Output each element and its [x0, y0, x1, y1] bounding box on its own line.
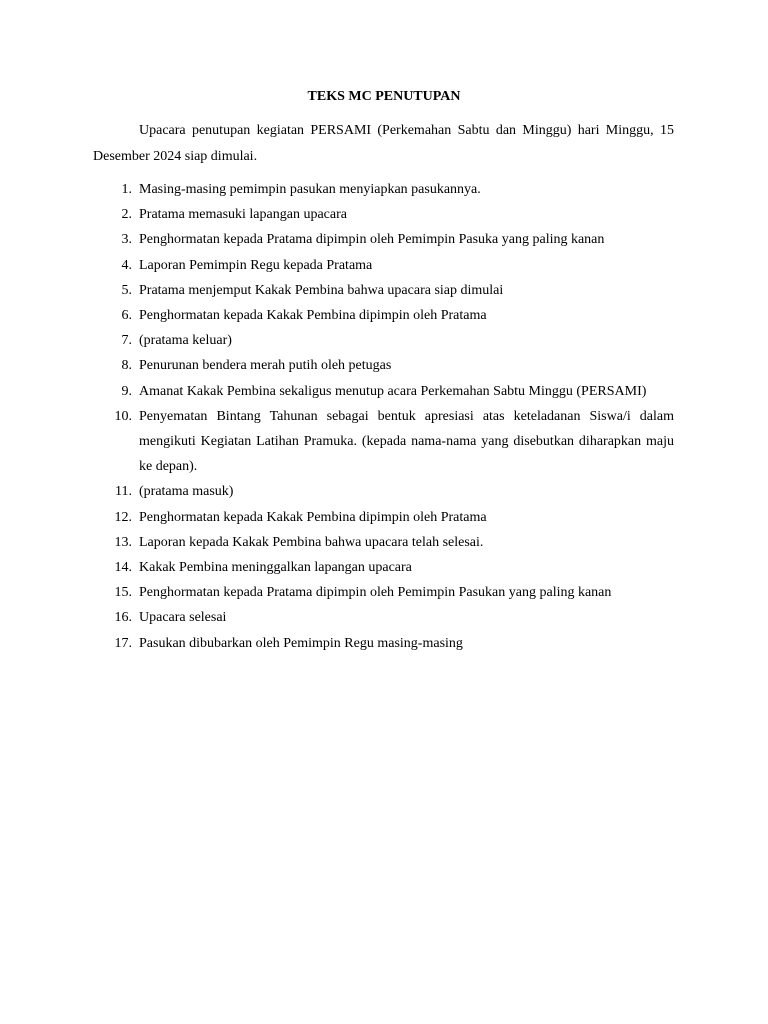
step-number: 8.: [121, 358, 132, 374]
step-text: Pasukan dibubarkan oleh Pemimpin Regu masing-masing: [139, 635, 463, 651]
step-text: Kakak Pembina meninggalkan lapangan upacara: [139, 560, 412, 576]
step-text: (pratama keluar): [139, 333, 232, 349]
step-text: Laporan Pemimpin Regu kepada Pratama: [139, 257, 373, 273]
step-number: 14.: [114, 560, 132, 576]
step-number: 17.: [114, 635, 132, 651]
step-number: 10.: [114, 408, 132, 424]
list-item: [93, 353, 674, 378]
step-text: Pratama memasuki lapangan upacara: [139, 207, 347, 223]
step-text: Pratama menjemput Kakak Pembina bahwa upacara siap dimulai: [139, 282, 504, 298]
list-item: [93, 303, 674, 328]
step-text: Penurunan bendera merah putih oleh petugas: [139, 358, 392, 374]
step-text: Penghormatan kepada Kakak Pembina dipimpin oleh Pratama: [139, 509, 487, 525]
step-number: 15.: [114, 585, 132, 601]
step-number: 13.: [114, 534, 132, 550]
step-text: Penghormatan kepada Pratama dipimpin oleh Pemimpin Pasuka yang paling kanan: [139, 232, 605, 248]
document-title: TEKS MC PENUTUPAN: [307, 89, 461, 104]
step-text: Masing-masing pemimpin pasukan menyiapkan pasukannya.: [139, 182, 481, 197]
step-text: (pratama masuk): [139, 484, 234, 500]
list-item: [93, 580, 674, 605]
list-item: [93, 479, 674, 504]
list-item: [93, 278, 674, 303]
list-item: [93, 202, 674, 227]
list-item: [93, 227, 674, 252]
step-number: 7.: [121, 333, 132, 349]
list-item: [93, 379, 674, 404]
step-text: Penyematan Bintang Tahunan sebagai bentuk apresiasi atas keteladanan Siswa/i dalam mengikuti Kegiatan Latihan Pramuka. (kepada nama-nama yang disebutkan diharapkan maju ke depan).: [139, 408, 674, 475]
step-number: 3.: [121, 232, 132, 248]
list-item: [93, 404, 674, 480]
step-number: 1.: [121, 182, 132, 197]
step-text: Upacara selesai: [139, 610, 227, 626]
list-item: [93, 505, 674, 530]
step-number: 9.: [121, 383, 132, 399]
list-item: [93, 328, 674, 353]
step-text: Amanat Kakak Pembina sekaligus menutup acara Perkemahan Sabtu Minggu (PERSAMI): [139, 383, 647, 399]
step-number: 4.: [121, 257, 132, 273]
list-item: [93, 631, 674, 656]
list-item: [93, 530, 674, 555]
step-text: Penghormatan kepada Kakak Pembina dipimpin oleh Pratama: [139, 308, 487, 324]
list-item: [93, 555, 674, 580]
step-text: Penghormatan kepada Pratama dipimpin oleh Pemimpin Pasukan yang paling kanan: [139, 585, 612, 601]
step-number: 11.: [115, 484, 132, 500]
ceremony-steps-list: [93, 177, 674, 656]
list-item: [93, 605, 674, 630]
intro-paragraph: Upacara penutupan kegiatan PERSAMI (Perkemahan Sabtu dan Minggu) hari Minggu, 15 Desember 2024 siap dimulai.: [93, 123, 674, 164]
step-text: Laporan kepada Kakak Pembina bahwa upacara telah selesai.: [139, 534, 484, 550]
list-item: [93, 253, 674, 278]
step-number: 6.: [121, 308, 132, 324]
step-number: 5.: [121, 282, 132, 298]
step-number: 12.: [114, 509, 132, 525]
step-number: 16.: [114, 610, 132, 626]
step-number: 2.: [121, 207, 132, 223]
list-item: [93, 177, 674, 202]
